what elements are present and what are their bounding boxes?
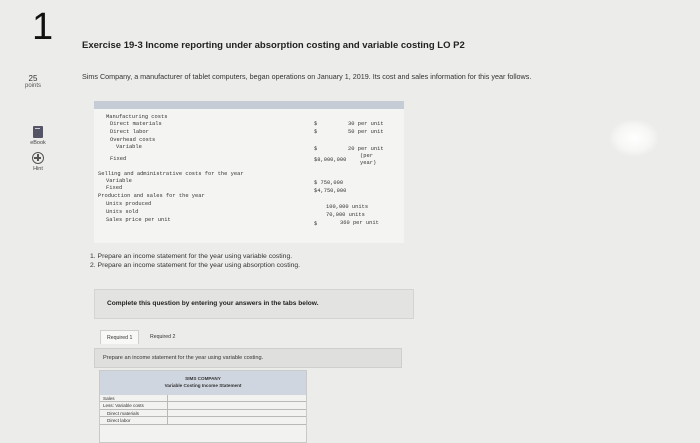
ebook-icon (33, 126, 43, 138)
units-produced-label: Units produced (106, 201, 152, 207)
complete-note-box (94, 289, 414, 319)
complete-note: Complete this question by entering your answers in the tabs below. (107, 300, 319, 307)
points-label: points (24, 83, 41, 89)
hint-icon (32, 152, 44, 164)
statement-row-label: Sales (100, 395, 168, 402)
points-value: 25 (28, 74, 38, 83)
units-sold-value: 70,000 units (326, 212, 365, 218)
instruction-item: 1. Prepare an income statement for the year using variable costing. (90, 253, 293, 260)
points-indicator (20, 74, 46, 89)
cost-info-table (94, 101, 404, 243)
direct-labor-symbol: $ (314, 129, 318, 135)
statement-row[interactable] (100, 410, 306, 417)
tab-required-1[interactable]: Required 1 (100, 330, 139, 344)
sales-price-value: 360 per unit (340, 220, 379, 226)
selling-variable-value: $ 750,000 (314, 180, 344, 186)
units-produced-value: 100,000 units (326, 204, 369, 210)
manufacturing-heading: Manufacturing costs (106, 114, 168, 120)
selling-fixed-label: Fixed (106, 185, 123, 191)
selling-heading: Selling and administrative costs for the year (98, 171, 244, 177)
photo-glare (610, 120, 658, 156)
ebook-button[interactable] (24, 126, 52, 146)
selling-fixed-value: $4,750,000 (314, 188, 347, 194)
production-heading: Production and sales for the year (98, 193, 205, 199)
statement-row[interactable] (100, 402, 306, 409)
direct-labor-value: 50 per unit (348, 129, 384, 135)
instruction-item: 2. Prepare an income statement for the year using absorption costing. (90, 262, 301, 269)
prompt-box (94, 348, 402, 368)
sales-price-symbol: $ (314, 221, 318, 227)
statement-header (100, 371, 306, 395)
direct-materials-symbol: $ (314, 121, 318, 127)
instructions (90, 252, 300, 270)
units-sold-label: Units sold (106, 209, 139, 215)
table-header-bar (94, 101, 404, 109)
statement-title: Variable Costing Income Statement (164, 383, 242, 388)
statement-row[interactable] (100, 417, 306, 424)
statement-row[interactable] (100, 395, 306, 402)
statement-row-label: Direct materials (100, 410, 168, 417)
direct-materials-value: 30 per unit (348, 121, 384, 127)
selling-variable-label: Variable (106, 178, 132, 184)
variable-overhead-symbol: $ (314, 146, 318, 152)
variable-overhead-value: 20 per unit (348, 146, 384, 152)
statement-company: SIMS COMPANY (185, 376, 221, 381)
income-statement-table (99, 370, 307, 443)
ebook-label: eBook (30, 140, 46, 146)
tab-required-2[interactable]: Required 2 (150, 334, 176, 340)
statement-row-label: Less: Variable costs (100, 402, 168, 409)
fixed-overhead-note-a: (per (360, 153, 373, 159)
hint-label: Hint (33, 166, 43, 172)
direct-materials-label: Direct materials (110, 121, 162, 127)
statement-row-label: Direct labor (100, 417, 168, 424)
exercise-title: Exercise 19-3 Income reporting under absorption costing and variable costing LO P2 (82, 40, 465, 51)
prompt-text: Prepare an income statement for the year using variable costing. (103, 355, 264, 361)
hint-button[interactable] (24, 152, 52, 172)
fixed-overhead-note-b: year) (360, 160, 377, 166)
sales-price-label: Sales price per unit (106, 217, 171, 223)
direct-labor-label: Direct labor (110, 129, 149, 135)
fixed-overhead-value: $8,000,000 (314, 157, 347, 163)
fixed-overhead-label: Fixed (110, 156, 127, 162)
question-number: 1 (32, 6, 54, 48)
variable-overhead-label: Variable (116, 144, 142, 150)
overhead-heading: Overhead costs (110, 137, 156, 143)
exercise-intro: Sims Company, a manufacturer of tablet computers, began operations on January 1, 2019. Its cost and sales information for this year follows. (82, 72, 532, 81)
